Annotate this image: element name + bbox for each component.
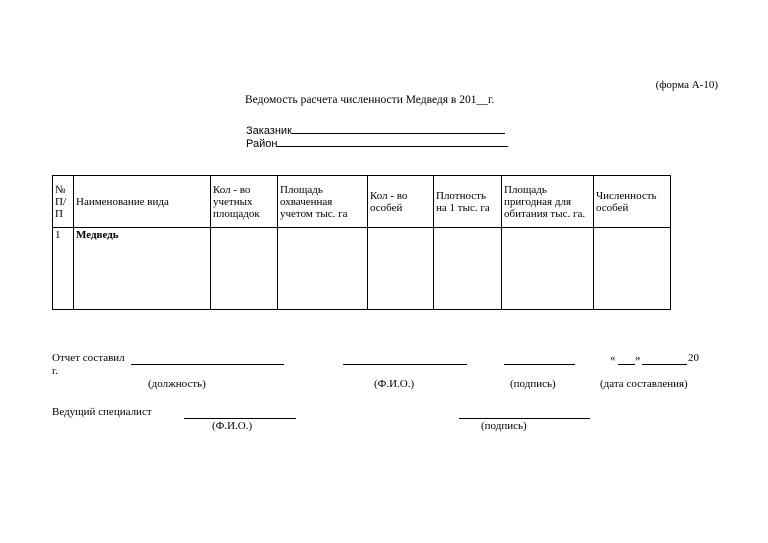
position-caption: (должность) [148, 378, 206, 390]
day-blank[interactable] [618, 364, 635, 365]
date-caption: (дата составления) [600, 378, 688, 390]
table-row [53, 228, 671, 310]
date-quote-open: « [610, 352, 616, 364]
form-number-label: (форма А-10) [655, 79, 718, 91]
report-by-label: Отчет составил [52, 352, 125, 364]
cell-density[interactable] [434, 228, 502, 310]
year-prefix: 20 [688, 352, 699, 364]
signature-blank[interactable] [504, 364, 575, 365]
cell-habitat-area[interactable] [502, 228, 594, 310]
column-header-covered-area: Площадь охваченная учетом тыс. га [278, 176, 368, 228]
date-quote-close: » [635, 352, 641, 364]
fio-blank[interactable] [343, 364, 467, 365]
district-field [246, 135, 508, 150]
document-title: Ведомость расчета численности Медведя в 201__г. [245, 94, 495, 106]
reserve-blank[interactable] [292, 122, 505, 134]
column-header-population: Численность особей [594, 176, 671, 228]
reserve-label: Заказник [246, 125, 292, 137]
lead-fio-blank[interactable] [184, 418, 296, 419]
column-header-density: Плотность на 1 тыс. га [434, 176, 502, 228]
lead-signature-blank[interactable] [459, 418, 590, 419]
cell-species: Медведь [74, 228, 211, 310]
column-header-individuals-count: Кол - во особей [368, 176, 434, 228]
signature-caption: (подпись) [510, 378, 556, 390]
column-header-plots-count: Кол - во учетных площадок [211, 176, 278, 228]
fio-caption: (Ф.И.О.) [374, 378, 415, 390]
census-table [52, 175, 671, 310]
cell-covered-area[interactable] [278, 228, 368, 310]
lead-specialist-label: Ведущий специалист [52, 406, 152, 418]
cell-plots-count[interactable] [211, 228, 278, 310]
lead-fio-caption: (Ф.И.О.) [212, 420, 253, 432]
cell-population[interactable] [594, 228, 671, 310]
cell-number: 1 [53, 228, 74, 310]
district-label: Район [246, 138, 278, 150]
column-header-number: № П/ П [53, 176, 74, 228]
lead-signature-caption: (подпись) [481, 420, 527, 432]
month-blank[interactable] [642, 364, 687, 365]
table-header-row [53, 176, 671, 228]
district-blank[interactable] [277, 135, 508, 147]
column-header-species: Наименование вида [74, 176, 211, 228]
cell-individuals-count[interactable] [368, 228, 434, 310]
position-blank[interactable] [131, 364, 284, 365]
column-header-habitat-area: Площадь пригодная для обитания тыс. га. [502, 176, 594, 228]
year-suffix: г. [52, 365, 59, 377]
